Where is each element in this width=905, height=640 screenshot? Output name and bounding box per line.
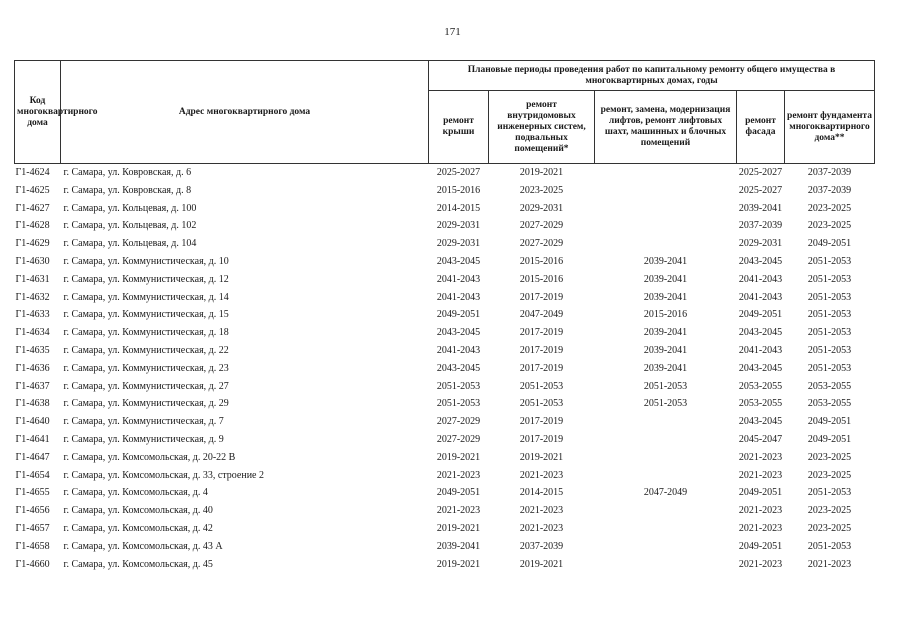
cell-address: г. Самара, ул. Коммунистическая, д. 10 — [63, 255, 229, 267]
cell-systems: 2027-2029 — [519, 238, 564, 250]
cell-roof: 2049-2051 — [436, 309, 481, 321]
cell-address: г. Самара, ул. Коммунистическая, д. 14 — [63, 291, 229, 303]
cell-address: г. Самара, ул. Коммунистическая, д. 29 — [63, 398, 229, 410]
cell-code: Г1-4633 — [15, 309, 50, 321]
cell-foundation: 2021-2023 — [807, 558, 852, 570]
cell-systems: 2023-2025 — [519, 184, 564, 196]
cell-facade: 2049-2051 — [738, 309, 783, 321]
cell-foundation: 2023-2025 — [807, 202, 852, 214]
cell-roof: 2041-2043 — [436, 291, 481, 303]
cell-roof: 2029-2031 — [436, 220, 481, 232]
cell-systems: 2015-2016 — [519, 255, 564, 267]
cell-code: Г1-4660 — [15, 558, 50, 570]
header-facade: ремонт фасада — [737, 91, 785, 164]
cell-code: Г1-4634 — [15, 327, 50, 339]
cell-facade: 2037-2039 — [738, 220, 783, 232]
cell-lifts: 2039-2041 — [643, 291, 688, 303]
cell-facade: 2043-2045 — [738, 362, 783, 374]
cell-roof: 2014-2015 — [436, 202, 481, 214]
table-row — [15, 538, 875, 556]
cell-foundation: 2049-2051 — [807, 416, 852, 428]
cell-lifts: 2039-2041 — [643, 273, 688, 285]
cell-foundation: 2023-2025 — [807, 451, 852, 463]
cell-address: г. Самара, ул. Коммунистическая, д. 22 — [63, 344, 229, 356]
table-row — [15, 449, 875, 467]
cell-roof: 2043-2045 — [436, 362, 481, 374]
cell-foundation: 2051-2053 — [807, 344, 852, 356]
cell-facade: 2043-2045 — [738, 255, 783, 267]
cell-systems: 2051-2053 — [519, 380, 564, 392]
table-row — [15, 164, 875, 182]
cell-foundation: 2051-2053 — [807, 362, 852, 374]
cell-lifts — [595, 467, 737, 485]
cell-roof: 2039-2041 — [436, 540, 481, 552]
table-header — [15, 61, 875, 164]
cell-systems: 2017-2019 — [519, 433, 564, 445]
cell-systems: 2037-2039 — [519, 540, 564, 552]
cell-code: Г1-4628 — [15, 220, 50, 232]
capital-repair-table — [14, 60, 875, 573]
cell-address: г. Самара, ул. Кольцевая, д. 100 — [63, 202, 197, 214]
header-systems: ремонт внутридомовых инженерных систем, подвальных помещений* — [489, 91, 595, 164]
cell-lifts — [595, 413, 737, 431]
cell-code: Г1-4636 — [15, 362, 50, 374]
cell-code: Г1-4647 — [15, 451, 50, 463]
cell-lifts: 2015-2016 — [643, 309, 688, 321]
table-row — [15, 467, 875, 485]
cell-systems: 2019-2021 — [519, 167, 564, 178]
table-body — [15, 164, 875, 574]
cell-foundation: 2037-2039 — [807, 184, 852, 196]
cell-systems: 2019-2021 — [519, 558, 564, 570]
cell-lifts — [595, 556, 737, 574]
cell-code: Г1-4627 — [15, 202, 50, 214]
table-row — [15, 413, 875, 431]
table-row — [15, 182, 875, 200]
cell-lifts: 2051-2053 — [643, 398, 688, 410]
cell-foundation: 2049-2051 — [807, 238, 852, 250]
cell-address: г. Самара, ул. Коммунистическая, д. 7 — [63, 416, 224, 428]
cell-code: Г1-4625 — [15, 184, 50, 196]
header-group: Плановые периоды проведения работ по капитальному ремонту общего имущества в многоквартирных домах, годы — [429, 61, 875, 91]
cell-roof: 2043-2045 — [436, 255, 481, 267]
table-row — [15, 431, 875, 449]
cell-address: г. Самара, ул. Кольцевая, д. 102 — [63, 220, 197, 232]
table-row — [15, 235, 875, 253]
header-roof: ремонт крыши — [429, 91, 489, 164]
cell-address: г. Самара, ул. Комсомольская, д. 43 А — [63, 540, 223, 552]
cell-code: Г1-4631 — [15, 273, 50, 285]
cell-facade: 2021-2023 — [738, 469, 783, 481]
header-address: Адрес многоквартирного дома — [61, 61, 429, 164]
cell-systems: 2015-2016 — [519, 273, 564, 285]
cell-address: г. Самара, ул. Ковровская, д. 6 — [63, 167, 192, 178]
cell-systems: 2051-2053 — [519, 398, 564, 410]
cell-foundation: 2023-2025 — [807, 505, 852, 517]
cell-lifts — [595, 449, 737, 467]
cell-lifts — [595, 431, 737, 449]
cell-address: г. Самара, ул. Ковровская, д. 8 — [63, 184, 192, 196]
cell-address: г. Самара, ул. Комсомольская, д. 4 — [63, 487, 208, 499]
cell-systems: 2021-2023 — [519, 469, 564, 481]
cell-address: г. Самара, ул. Коммунистическая, д. 18 — [63, 327, 229, 339]
table-row — [15, 502, 875, 520]
cell-roof: 2029-2031 — [436, 238, 481, 250]
cell-code: Г1-4635 — [15, 344, 50, 356]
header-lifts: ремонт, замена, модернизация лифтов, ремонт лифтовых шахт, машинных и блочных помещений — [595, 91, 737, 164]
cell-address: г. Самара, ул. Кольцевая, д. 104 — [63, 238, 197, 250]
cell-foundation: 2023-2025 — [807, 220, 852, 232]
cell-address: г. Самара, ул. Комсомольская, д. 45 — [63, 558, 213, 570]
cell-lifts — [595, 502, 737, 520]
cell-foundation: 2051-2053 — [807, 291, 852, 303]
table-row — [15, 556, 875, 574]
cell-lifts: 2039-2041 — [643, 255, 688, 267]
cell-systems: 2021-2023 — [519, 505, 564, 517]
cell-roof: 2019-2021 — [436, 558, 481, 570]
table-row — [15, 271, 875, 289]
table-row — [15, 484, 875, 502]
cell-systems: 2017-2019 — [519, 362, 564, 374]
cell-foundation: 2037-2039 — [807, 167, 852, 178]
cell-roof: 2019-2021 — [436, 451, 481, 463]
cell-address: г. Самара, ул. Комсомольская, д. 40 — [63, 505, 213, 517]
cell-roof: 2041-2043 — [436, 273, 481, 285]
cell-facade: 2041-2043 — [738, 344, 783, 356]
cell-roof: 2021-2023 — [436, 505, 481, 517]
header-code: Код многоквартирного дома — [15, 61, 61, 164]
table-row — [15, 324, 875, 342]
table-row — [15, 360, 875, 378]
cell-roof: 2027-2029 — [436, 416, 481, 428]
table-row — [15, 378, 875, 396]
table-row — [15, 217, 875, 235]
cell-facade: 2043-2045 — [738, 327, 783, 339]
table-row — [15, 342, 875, 360]
table-row — [15, 289, 875, 307]
cell-address: г. Самара, ул. Коммунистическая, д. 12 — [63, 273, 229, 285]
cell-roof: 2027-2029 — [436, 433, 481, 445]
cell-code: Г1-4624 — [15, 167, 50, 178]
cell-systems: 2014-2015 — [519, 487, 564, 499]
cell-code: Г1-4656 — [15, 505, 50, 517]
cell-systems: 2021-2023 — [519, 522, 564, 534]
cell-facade: 2029-2031 — [738, 238, 783, 250]
cell-roof: 2049-2051 — [436, 487, 481, 499]
cell-facade: 2041-2043 — [738, 291, 783, 303]
cell-systems: 2047-2049 — [519, 309, 564, 321]
cell-foundation: 2053-2055 — [807, 398, 852, 410]
cell-facade: 2053-2055 — [738, 380, 783, 392]
cell-systems: 2029-2031 — [519, 202, 564, 214]
cell-foundation: 2049-2051 — [807, 433, 852, 445]
cell-facade: 2021-2023 — [738, 505, 783, 517]
cell-foundation: 2051-2053 — [807, 255, 852, 267]
cell-roof: 2041-2043 — [436, 344, 481, 356]
cell-facade: 2045-2047 — [738, 433, 783, 445]
cell-facade: 2049-2051 — [738, 487, 783, 499]
header-foundation: ремонт фундамента многоквартирного дома** — [785, 91, 875, 164]
cell-roof: 2051-2053 — [436, 380, 481, 392]
cell-systems: 2017-2019 — [519, 344, 564, 356]
cell-facade: 2049-2051 — [738, 540, 783, 552]
cell-lifts — [595, 217, 737, 235]
cell-lifts: 2047-2049 — [643, 487, 688, 499]
cell-lifts — [595, 538, 737, 556]
cell-address: г. Самара, ул. Комсомольская, д. 20-22 В — [63, 451, 236, 463]
cell-address: г. Самара, ул. Коммунистическая, д. 9 — [63, 433, 224, 445]
page-number: 171 — [444, 26, 461, 38]
table-row — [15, 200, 875, 218]
cell-lifts — [595, 182, 737, 200]
cell-code: Г1-4637 — [15, 380, 50, 392]
cell-lifts — [595, 164, 737, 182]
cell-roof: 2051-2053 — [436, 398, 481, 410]
cell-systems: 2019-2021 — [519, 451, 564, 463]
table-row — [15, 253, 875, 271]
cell-code: Г1-4629 — [15, 238, 50, 250]
cell-facade: 2043-2045 — [738, 416, 783, 428]
cell-address: г. Самара, ул. Комсомольская, д. 33, строение 2 — [63, 469, 264, 481]
table-row — [15, 395, 875, 413]
cell-facade: 2021-2023 — [738, 558, 783, 570]
cell-address: г. Самара, ул. Коммунистическая, д. 23 — [63, 362, 229, 374]
cell-foundation: 2051-2053 — [807, 540, 852, 552]
cell-code: Г1-4630 — [15, 255, 50, 267]
cell-roof: 2019-2021 — [436, 522, 481, 534]
cell-facade: 2025-2027 — [738, 184, 783, 196]
cell-code: Г1-4641 — [15, 433, 50, 445]
cell-facade: 2021-2023 — [738, 451, 783, 463]
cell-foundation: 2023-2025 — [807, 469, 852, 481]
cell-address: г. Самара, ул. Коммунистическая, д. 15 — [63, 309, 229, 321]
cell-code: Г1-4658 — [15, 540, 50, 552]
cell-foundation: 2023-2025 — [807, 522, 852, 534]
cell-facade: 2053-2055 — [738, 398, 783, 410]
cell-code: Г1-4640 — [15, 416, 50, 428]
table-row — [15, 306, 875, 324]
cell-code: Г1-4655 — [15, 487, 50, 499]
cell-systems: 2027-2029 — [519, 220, 564, 232]
cell-facade: 2021-2023 — [738, 522, 783, 534]
cell-foundation: 2051-2053 — [807, 309, 852, 321]
cell-lifts: 2039-2041 — [643, 362, 688, 374]
cell-lifts: 2051-2053 — [643, 380, 688, 392]
cell-lifts: 2039-2041 — [643, 344, 688, 356]
cell-systems: 2017-2019 — [519, 291, 564, 303]
table-row — [15, 520, 875, 538]
cell-roof: 2043-2045 — [436, 327, 481, 339]
cell-code: Г1-4638 — [15, 398, 50, 410]
cell-roof: 2015-2016 — [436, 184, 481, 196]
cell-code: Г1-4654 — [15, 469, 50, 481]
cell-facade: 2041-2043 — [738, 273, 783, 285]
cell-code: Г1-4657 — [15, 522, 50, 534]
cell-roof: 2025-2027 — [436, 167, 481, 178]
cell-lifts: 2039-2041 — [643, 327, 688, 339]
cell-foundation: 2051-2053 — [807, 487, 852, 499]
cell-facade: 2025-2027 — [738, 167, 783, 178]
cell-address: г. Самара, ул. Коммунистическая, д. 27 — [63, 380, 229, 392]
cell-foundation: 2053-2055 — [807, 380, 852, 392]
cell-roof: 2021-2023 — [436, 469, 481, 481]
cell-lifts — [595, 520, 737, 538]
cell-foundation: 2051-2053 — [807, 273, 852, 285]
cell-address: г. Самара, ул. Комсомольская, д. 42 — [63, 522, 213, 534]
cell-systems: 2017-2019 — [519, 327, 564, 339]
cell-foundation: 2051-2053 — [807, 327, 852, 339]
cell-lifts — [595, 235, 737, 253]
cell-systems: 2017-2019 — [519, 416, 564, 428]
cell-code: Г1-4632 — [15, 291, 50, 303]
cell-facade: 2039-2041 — [738, 202, 783, 214]
cell-lifts — [595, 200, 737, 218]
